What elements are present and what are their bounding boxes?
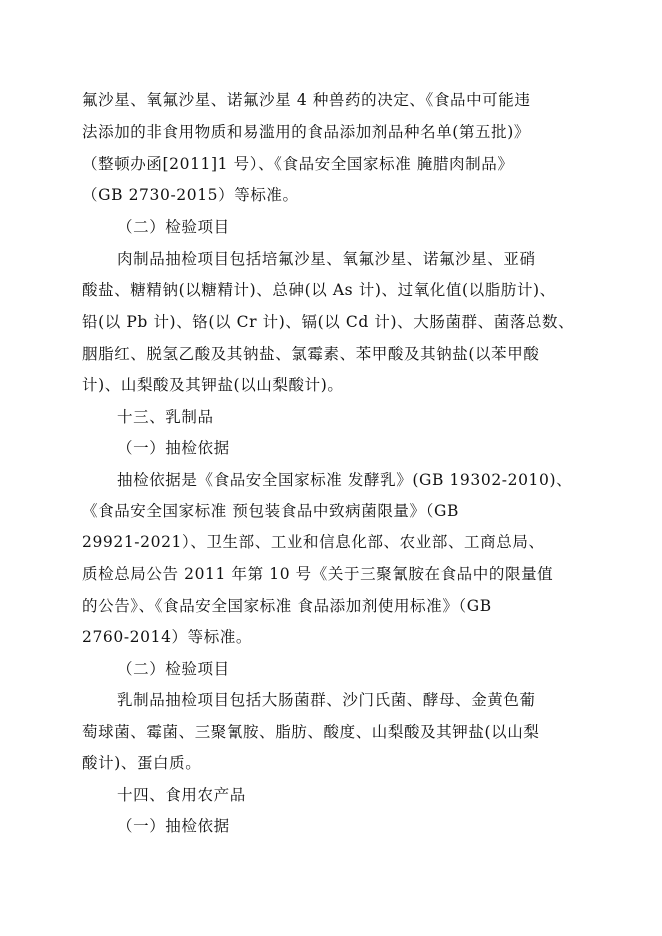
- paragraph-line-3: （整顿办函[2011]1 号）、《食品安全国家标准 腌腊肉制品》: [82, 155, 514, 173]
- section-subheading-basis: （一）抽检依据: [117, 439, 230, 457]
- section-subheading-inspection-items-dairy: （二）检验项目: [117, 660, 230, 678]
- paragraph-line-2: 法添加的非食用物质和易滥用的食品添加剂品种名单(第五批)》: [82, 123, 530, 141]
- section-heading-edible-agri: 十四、食用农产品: [117, 786, 246, 804]
- paragraph-line-7: 酸盐、糖精钠(以糖精计)、总砷(以 As 计)、过氧化值(以脂肪计)、: [82, 281, 556, 299]
- paragraph-line-20: 乳制品抽检项目包括大肠菌群、沙门氏菌、酵母、金黄色葡: [117, 691, 536, 709]
- paragraph-line-14: 《食品安全国家标准 预包装食品中致病菌限量》（GB: [82, 502, 459, 520]
- section-subheading-basis-agri: （一）抽检依据: [117, 817, 230, 835]
- paragraph-line-4: （GB 2730-2015）等标准。: [82, 186, 299, 204]
- paragraph-line-1: 氟沙星、氧氟沙星、诺氟沙星 4 种兽药的决定、《食品中可能违: [82, 91, 531, 109]
- paragraph-line-13: 抽检依据是《食品安全国家标准 发酵乳》(GB 19302-2010)、: [117, 471, 573, 489]
- paragraph-line-17: 的公告》、《食品安全国家标准 食品添加剂使用标准》（GB: [82, 597, 492, 615]
- paragraph-line-8: 铅(以 Pb 计)、铬(以 Cr 计)、镉(以 Cd 计)、大肠菌群、菌落总数、: [82, 313, 575, 331]
- paragraph-line-6: 肉制品抽检项目包括培氟沙星、氧氟沙星、诺氟沙星、亚硝: [117, 250, 536, 268]
- paragraph-line-21: 萄球菌、霉菌、三聚氰胺、脂肪、酸度、山梨酸及其钾盐(以山梨: [82, 723, 540, 741]
- section-subheading-inspection-items: （二）检验项目: [117, 218, 230, 236]
- paragraph-line-16: 质检总局公告 2011 年第 10 号《关于三聚氰胺在食品中的限量值: [82, 565, 554, 583]
- paragraph-line-10: 计)、山梨酸及其钾盐(以山梨酸计)。: [82, 376, 344, 394]
- paragraph-line-22: 酸计)、蛋白质。: [82, 754, 202, 772]
- paragraph-line-18: 2760-2014）等标准。: [82, 628, 253, 646]
- paragraph-line-15: 29921-2021）、卫生部、工业和信息化部、农业部、工商总局、: [82, 533, 545, 551]
- section-heading-dairy: 十三、乳制品: [117, 408, 214, 426]
- paragraph-line-9: 胭脂红、脱氢乙酸及其钠盐、氯霉素、苯甲酸及其钠盐(以苯甲酸: [82, 345, 540, 363]
